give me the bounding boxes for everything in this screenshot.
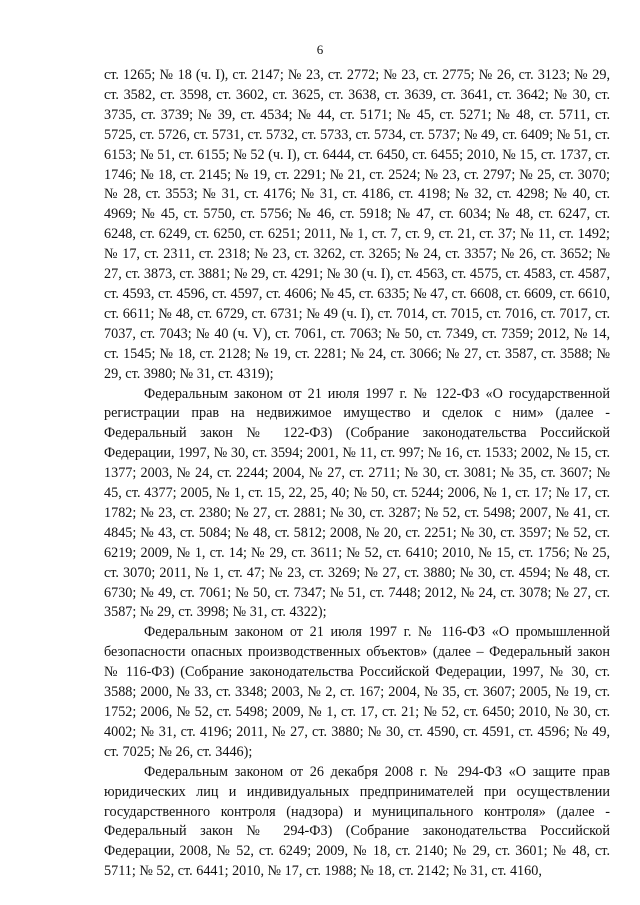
paragraph-law-116-fz: Федеральным законом от 21 июля 1997 г. № 116-ФЗ «О промышленной безопасности опасных производственных объектов» (далее – Федеральный закон № 116-ФЗ) (Собрание законодательства Российской Федерации, 1997, № 30, ст. 3588; 2000, № 33, ст. 3348; 2003, № 2, ст. 167; 2004, № 35, ст. 3607; 2005, № 19, ст. 1752; 2006, № 52, ст. 5498; 2009, № 1, ст. 17, ст. 21; № 52, ст. 6450; 2010, № 30, ст. 4002; № 31, ст. 4196; 2011, № 27, ст. 3880; № 30, ст. 4590, ст. 4591, ст. 4596; № 49, ст. 7025; № 26, ст. 3446); xyxy=(104,624,610,760)
page-number: 6 xyxy=(316,42,324,57)
paragraph-law-122-fz: Федеральным законом от 21 июля 1997 г. № 122-ФЗ «О государственной регистрации прав на недвижимое имущество и сделок с ним» (далее - Федеральный закон № 122-ФЗ) (Собрание законодательства Российской Федерации, 1997, № 30, ст. 3594; 2001, № 11, ст. 997; № 16, ст. 1533; 2002, № 15, ст. 1377; 2003, № 24, ст. 2244; 2004, № 27, ст. 2711; № 30, ст. 3081; № 35, ст. 3607; № 45, ст. 4377; 2005, № 1, ст. 15, 22, 25, 40; № 50, ст. 5244; 2006, № 1, ст. 17; № 17, ст. 1782; № 23, ст. 2380; № 27, ст. 2881; № 30, ст. 3287; № 52, ст. 5498; 2007, № 41, ст. 4845; № 43, ст. 5084; № 48, ст. 5812; 2008, № 20, ст. 2251; № 30, ст. 3597; № 52, ст. 6219; 2009, № 1, ст. 14; № 29, ст. 3611; № 52, ст. 6410; 2010, № 15, ст. 1756; № 25, ст. 3070; 2011, № 1, ст. 47; № 23, ст. 3269; № 27, ст. 3880; № 30, ст. 4594; № 48, ст. 6730; № 49, ст. 7061; № 50, ст. 7347; № 51, ст. 7448; 2012, № 24, ст. 3078; № 27, ст. 3587; № 29, ст. 3998; № 31, ст. 4322); xyxy=(104,385,610,621)
paragraph-continued-citations: ст. 1265; № 18 (ч. I), ст. 2147; № 23, ст. 2772; № 23, ст. 2775; № 26, ст. 3123; № 29, ст. 3582, ст. 3598, ст. 3602, ст. 3625, ст. 3638, ст. 3639, ст. 3641, ст. 3642; № 30, ст. 3735, ст. 3739; № 39, ст. 4534; № 44, ст. 5171; № 45, ст. 5271; № 48, ст. 5711, ст. 5725, ст. 5726, ст. 5731, ст. 5732, ст. 5733, ст. 5734, ст. 5737; № 49, ст. 6409; № 51, ст. 6153; № 51, ст. 6155; № 52 (ч. I), ст. 6444, ст. 6450, ст. 6455; 2010, № 15, ст. 1737, ст. 1746; № 18, ст. 2145; № 19, ст. 2291; № 21, ст. 2524; № 23, ст. 2797; № 25, ст. 3070; № 28, ст. 3553; № 31, ст. 4176; № 31, ст. 4186, ст. 4198; № 32, ст. 4298; № 40, ст. 4969; № 45, ст. 5750, ст. 5756; № 46, ст. 5918; № 47, ст. 6034; № 48, ст. 6247, ст. 6248, ст. 6249, ст. 6250, ст. 6251; 2011, № 1, ст. 7, ст. 9, ст. 21, ст. 37; № 11, ст. 1492; № 17, ст. 2311, ст. 2318; № 23, ст. 3262, ст. 3265; № 24, ст. 3357; № 26, ст. 3652; № 27, ст. 3873, ст. 3881; № 29, ст. 4291; № 30 (ч. I), ст. 4563, ст. 4575, ст. 4583, ст. 4587, ст. 4593, ст. 4596, ст. 4597, ст. 4606; № 45, ст. 6335; № 47, ст. 6608, ст. 6609, ст. 6610, ст. 6611; № 48, ст. 6729, ст. 6731; № 49 (ч. I), ст. 7014, ст. 7015, ст. 7016, ст. 7017, ст. 7037, ст. 7043; № 40 (ч. V), ст. 7061, ст. 7063; № 50, ст. 7349, ст. 7359; 2012, № 14, ст. 1545; № 18, ст. 2128; № 19, ст. 2281; № 24, ст. 3066; № 27, ст. 3587, ст. 3588; № 29, ст. 3980; № 31, ст. 4319); xyxy=(104,67,610,382)
paragraph-law-294-fz: Федеральным законом от 26 декабря 2008 г. № 294-ФЗ «О защите прав юридических лиц и индивидуальных предпринимателей при осуществлении государственного контроля (надзора) и муниципального контроля» (далее - Федеральный закон № 294-ФЗ) (Собрание законодательства Российской Федерации, 2008, № 52, ст. 6249; 2009, № 18, ст. 2140; № 29, ст. 3601; № 48, ст. 5711; № 52, ст. 6441; 2010, № 17, ст. 1988; № 18, ст. 2142; № 31, ст. 4160, xyxy=(104,763,610,880)
document-body xyxy=(104,66,610,882)
